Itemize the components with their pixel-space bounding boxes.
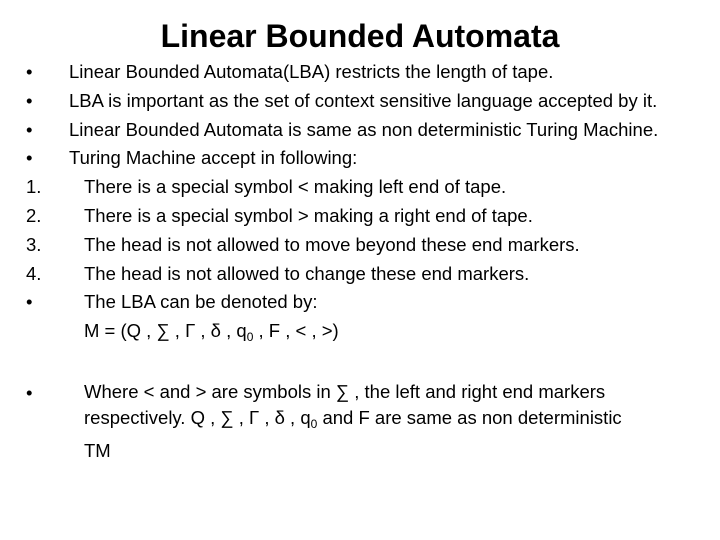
bullet-item [26,144,696,173]
formula-subscript: 0 [246,330,254,345]
bullet-text: Linear Bounded Automata(LBA) restricts the length of tape. [69,61,554,82]
lba-definition-text: The LBA can be denoted by: [84,291,318,313]
slide-content [26,58,696,464]
text-line: TM [84,439,111,461]
text-line: and F are same as non deterministic [317,407,622,429]
formula-part: M = (Q , ∑ , Γ , δ , q [84,320,247,342]
lba-formula [84,317,696,352]
bullet-text: LBA is important as the set of context sensitive language accepted by it. [69,89,658,111]
text-line: respectively. Q , ∑ , Γ , δ , q [84,407,311,429]
bullet-marker: • [26,61,33,82]
bullet-text: Linear Bounded Automata is same as non deterministic Turing Machine. [69,118,659,140]
spacer [26,352,696,379]
numbered-item [26,202,696,231]
numbered-item [26,231,696,260]
formula-part: , F , < , >) [253,320,339,342]
numbered-text: There is a special symbol > making a right end of tape. [84,204,533,226]
numbered-text: The head is not allowed to move beyond these end markers. [84,233,580,255]
slide-title: Linear Bounded Automata [160,18,560,54]
numbered-item [26,173,696,202]
numbered-item [26,260,696,289]
number-marker: 4. [26,262,42,284]
number-marker: 1. [26,176,42,198]
text-subscript: 0 [310,417,318,432]
bullet-item [26,288,696,317]
number-marker: 3. [26,233,42,255]
bullet-marker: • [26,381,33,403]
number-marker: 2. [26,204,42,226]
bullet-text [84,379,696,465]
bullet-item [26,87,696,116]
text-line: Where < and > are symbols in ∑ , the left and right end markers [84,380,606,402]
bullet-marker: • [26,291,33,313]
bullet-text: Turing Machine accept in following: [69,147,358,169]
numbered-text: The head is not allowed to change these end markers. [84,262,530,284]
bullet-marker: • [26,118,33,140]
bullet-marker: • [26,89,33,111]
bullet-item [26,58,696,87]
numbered-text: There is a special symbol < making left end of tape. [84,176,507,198]
bullet-item [26,116,696,145]
bullet-marker: • [26,147,33,169]
bullet-item [26,379,696,465]
